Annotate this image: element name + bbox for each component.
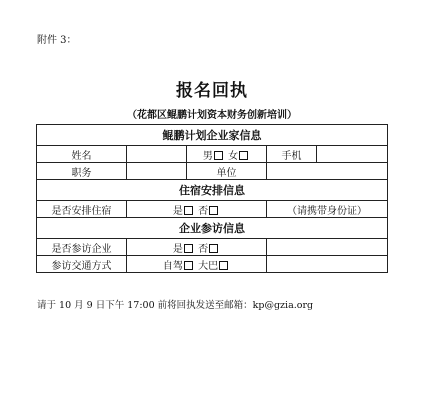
self-drive-label: 自驾 bbox=[162, 260, 183, 272]
row-lodging bbox=[37, 201, 388, 218]
lodging-choice-cell bbox=[127, 201, 267, 218]
label-need-lodging: 是否安排住宿 bbox=[37, 201, 127, 218]
section-company-title: 鲲鹏计划企业家信息 bbox=[37, 125, 388, 146]
visit-choice-cell bbox=[127, 239, 267, 256]
visit-no-checkbox[interactable] bbox=[209, 244, 218, 253]
male-checkbox[interactable] bbox=[214, 151, 223, 160]
bus-checkbox[interactable] bbox=[219, 261, 228, 270]
submission-note: 请于 10 月 9 日下午 17:00 前将回执发送至邮箱：kp@gzia.org bbox=[37, 300, 314, 311]
visit-yes-checkbox[interactable] bbox=[184, 244, 193, 253]
female-label: 女 bbox=[228, 150, 239, 162]
attachment-label: 附件 3： bbox=[37, 35, 77, 46]
label-unit: 单位 bbox=[187, 163, 267, 180]
lodging-yes-label: 是 bbox=[172, 205, 183, 217]
gender-cell bbox=[187, 146, 267, 163]
label-phone: 手机 bbox=[267, 146, 317, 163]
label-transport: 参访交通方式 bbox=[37, 256, 127, 273]
visit-empty-cell bbox=[267, 239, 388, 256]
label-position: 职务 bbox=[37, 163, 127, 180]
section-row-company bbox=[37, 125, 388, 146]
transport-empty-cell bbox=[267, 256, 388, 273]
label-join-visit: 是否参访企业 bbox=[37, 239, 127, 256]
name-field[interactable] bbox=[127, 146, 187, 163]
lodging-no-checkbox[interactable] bbox=[209, 206, 218, 215]
lodging-yes-checkbox[interactable] bbox=[184, 206, 193, 215]
male-label: 男 bbox=[202, 150, 213, 162]
lodging-note: （请携带身份证） bbox=[267, 201, 388, 218]
visit-no-label: 否 bbox=[198, 243, 209, 255]
bus-label: 大巴 bbox=[198, 260, 219, 272]
section-row-lodging bbox=[37, 180, 388, 201]
registration-table bbox=[36, 124, 388, 273]
self-drive-checkbox[interactable] bbox=[184, 261, 193, 270]
row-position bbox=[37, 163, 388, 180]
row-name bbox=[37, 146, 388, 163]
form-title: 报名回执 bbox=[176, 81, 248, 101]
female-checkbox[interactable] bbox=[239, 151, 248, 160]
section-lodging-title: 住宿安排信息 bbox=[37, 180, 388, 201]
section-row-visit bbox=[37, 218, 388, 239]
form-subtitle: （花都区鲲鹏计划资本财务创新培训） bbox=[127, 110, 297, 121]
lodging-no-label: 否 bbox=[198, 205, 209, 217]
phone-field[interactable] bbox=[317, 146, 388, 163]
row-transport bbox=[37, 256, 388, 273]
row-visit bbox=[37, 239, 388, 256]
unit-field[interactable] bbox=[267, 163, 388, 180]
section-visit-title: 企业参访信息 bbox=[37, 218, 388, 239]
label-name: 姓名 bbox=[37, 146, 127, 163]
transport-choice-cell bbox=[127, 256, 267, 273]
visit-yes-label: 是 bbox=[172, 243, 183, 255]
position-field[interactable] bbox=[127, 163, 187, 180]
